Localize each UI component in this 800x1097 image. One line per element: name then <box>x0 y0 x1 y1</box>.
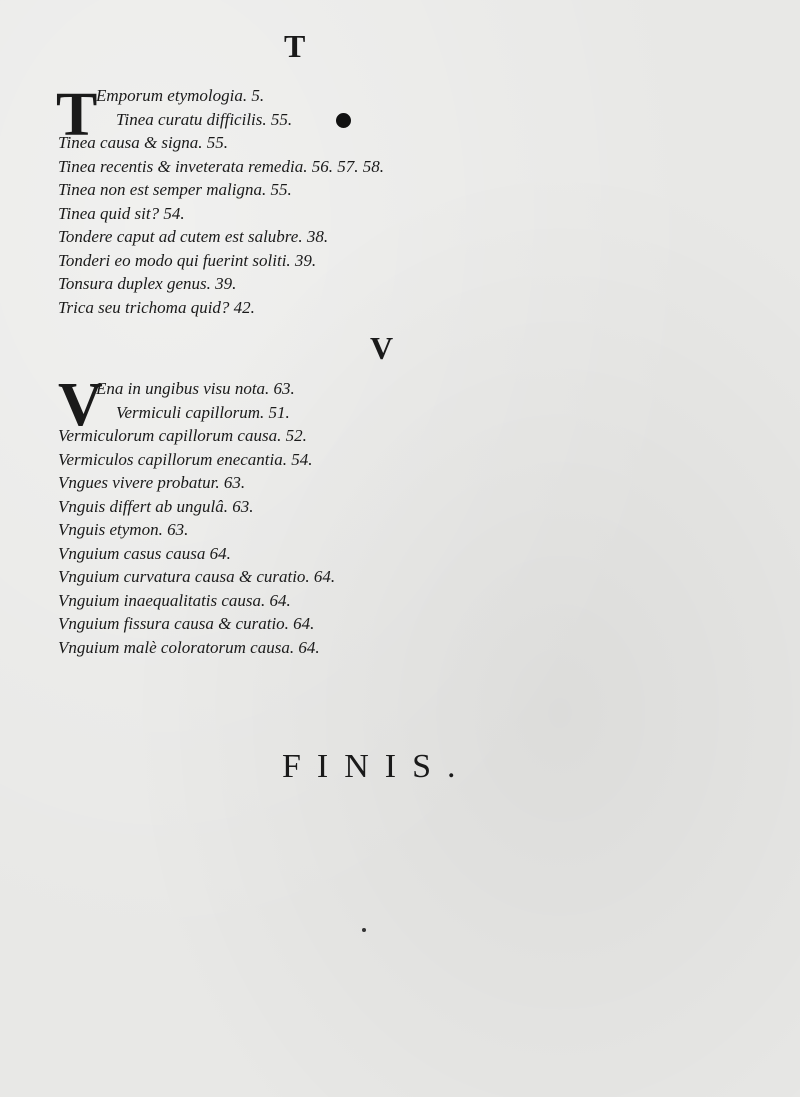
paper-speck <box>362 928 366 932</box>
index-entry: Vnguium casus causa 64. <box>58 543 231 563</box>
index-entry: Tinea causa & signa. 55. <box>58 133 229 152</box>
ink-blot <box>336 113 351 128</box>
index-entry: Vnguis etymon. 63. <box>58 520 189 539</box>
index-entry: Vnguium inaequalitatis causa. 64. <box>58 590 291 610</box>
index-entry: Vnguium malè coloratorum causa. 64. <box>58 637 320 657</box>
index-entry: Emporum etymologia. 5. <box>96 86 265 105</box>
index-entry: Tinea non est semper maligna. 55. <box>58 180 292 199</box>
index-entry: Vnguis differt ab ungulâ. 63. <box>58 496 254 516</box>
finis-colophon: FINIS. <box>282 748 472 785</box>
index-entry: Tonsura duplex genus. 39. <box>58 274 237 293</box>
dropcap-v: V <box>58 371 103 439</box>
section-heading-v: V <box>370 330 395 366</box>
index-entry: Tinea curatu difficilis. 55. <box>116 109 293 129</box>
index-entry: Vermiculi capillorum. 51. <box>116 402 290 422</box>
index-entry: Vermiculorum capillorum causa. 52. <box>58 426 307 445</box>
index-entry: Ena in ungibus visu nota. 63. <box>96 379 295 398</box>
index-entry: Vermiculos capillorum enecantia. 54. <box>58 449 313 469</box>
index-entry: Tinea quid sit? 54. <box>58 203 185 223</box>
index-entry: Trica seu trichoma quid? 42. <box>58 297 255 317</box>
section-heading-t: T <box>284 28 307 64</box>
index-entry: Vnguium fissura causa & curatio. 64. <box>58 614 315 633</box>
index-entry: Tinea recentis & inveterata remedia. 56. 57. 58. <box>58 156 384 176</box>
index-entry: Tondere caput ad cutem est salubre. 38. <box>58 227 329 246</box>
dropcap-t: T <box>56 81 98 149</box>
index-entry: Tonderi eo modo qui fuerint soliti. 39. <box>58 250 317 270</box>
index-entry: Vnguium curvatura causa & curatio. 64. <box>58 567 336 586</box>
index-list-v <box>58 377 335 659</box>
index-entry: Vngues vivere probatur. 63. <box>58 473 246 492</box>
